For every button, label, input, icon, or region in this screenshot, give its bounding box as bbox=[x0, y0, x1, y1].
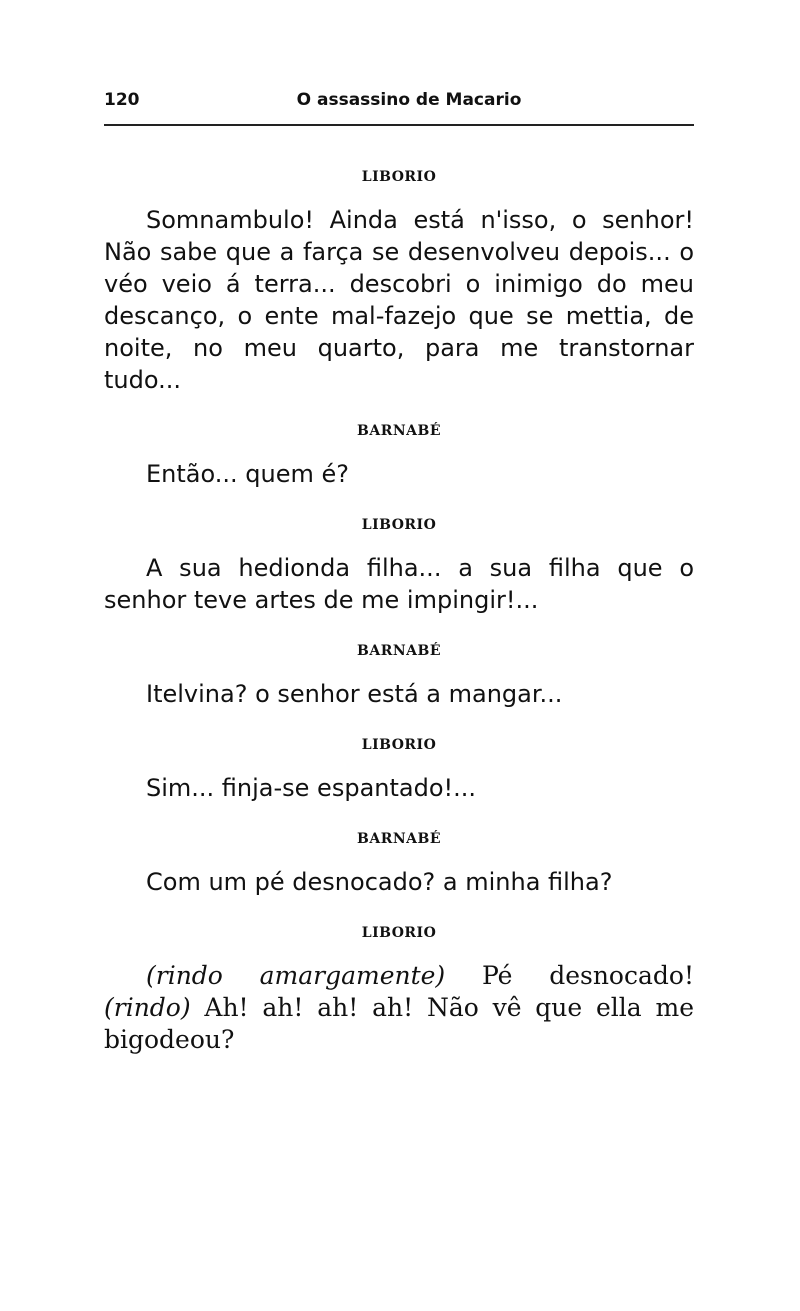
speaker-name: LIBORIO bbox=[361, 737, 437, 753]
speaker-name: BARNABÉ bbox=[357, 643, 441, 659]
speaker-name: LIBORIO bbox=[361, 169, 437, 185]
speech-paragraph: Com um pé desnocado? a minha filha? bbox=[146, 868, 613, 896]
stage-direction: (rindo) bbox=[104, 993, 191, 1022]
speech-paragraph: Então... quem é? bbox=[146, 460, 349, 488]
speech-paragraph: A sua hedionda filha... a sua filha que o senhor teve artes de me impingir!... bbox=[104, 554, 694, 614]
speech-text: Pé desnocado! bbox=[445, 961, 694, 990]
speech-paragraph: Somnambulo! Ainda está n'isso, o senhor! Não sabe que a farça se desenvolveu depois... o véo veio á terra... descobri o inimigo do meu descanço, o ente mal-fazejo que se mettia, de noite, no meu quarto, para me transtornar tudo... bbox=[104, 206, 694, 394]
running-title: O assassino de Macario bbox=[296, 90, 522, 110]
speech-paragraph bbox=[104, 960, 694, 1056]
speech-paragraph: Itelvina? o senhor está a mangar... bbox=[146, 680, 563, 708]
dialogue-text bbox=[104, 162, 694, 1056]
speaker-name: BARNABÉ bbox=[357, 423, 441, 439]
speaker-name: BARNABÉ bbox=[357, 831, 441, 847]
speech-text: Ah! ah! ah! ah! Não vê que ella me bigodeou? bbox=[104, 993, 694, 1054]
running-head bbox=[104, 90, 694, 116]
speech-paragraph: Sim... finja-se espantado!... bbox=[146, 774, 477, 802]
page-number: 120 bbox=[104, 90, 140, 110]
speaker-name: LIBORIO bbox=[361, 517, 437, 533]
speaker-name: LIBORIO bbox=[361, 925, 437, 941]
stage-direction: (rindo amargamente) bbox=[146, 961, 446, 990]
header-rule bbox=[104, 124, 694, 126]
